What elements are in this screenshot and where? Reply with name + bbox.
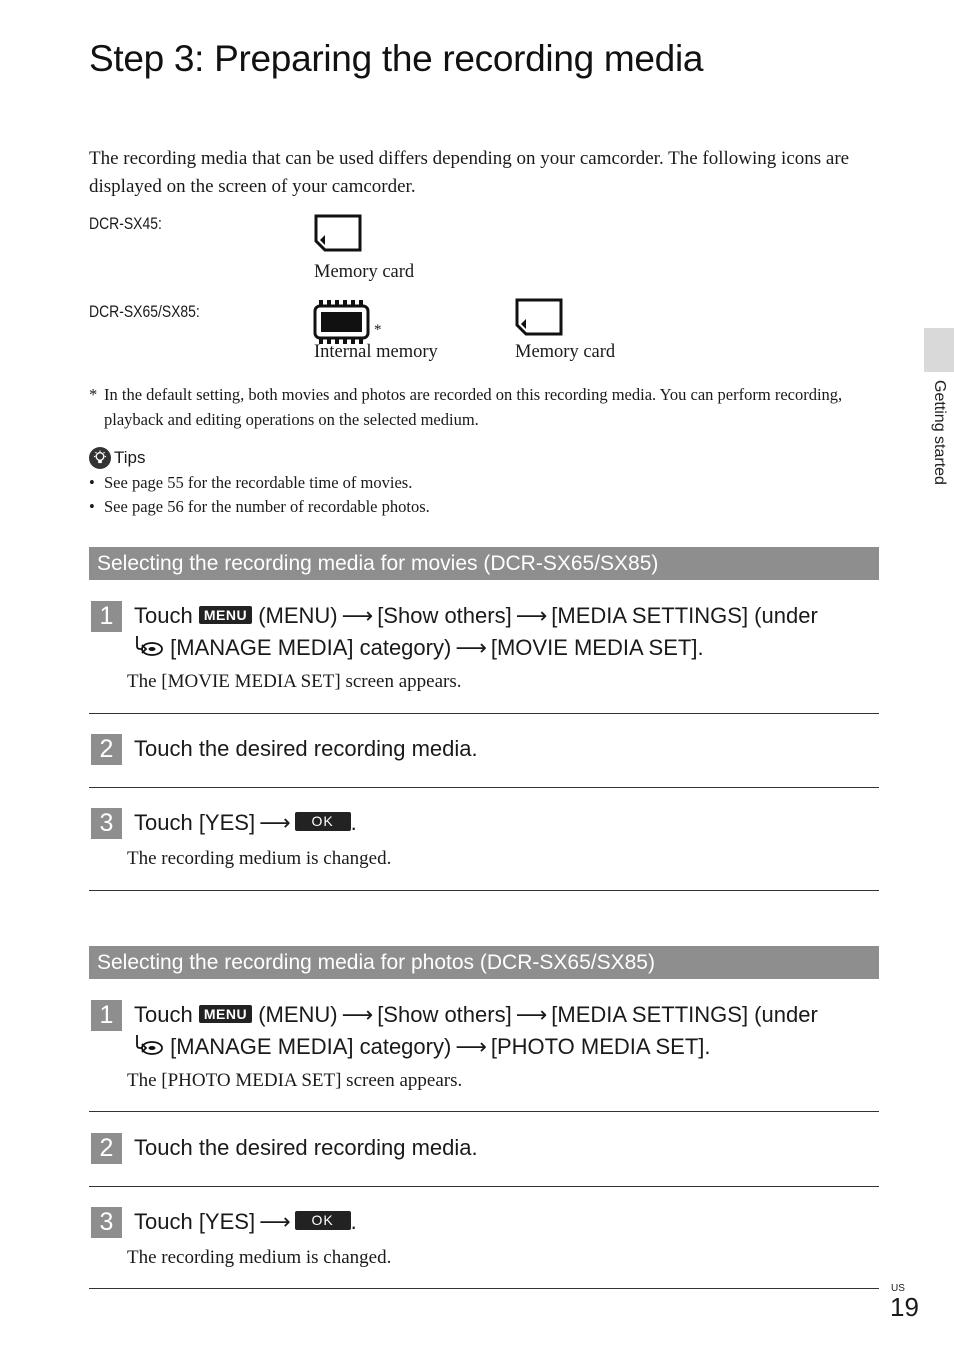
page-number: 19	[890, 1292, 919, 1322]
menu-button-icon: MENU	[199, 606, 252, 624]
footnote-marker: *	[374, 322, 382, 338]
divider	[89, 787, 879, 788]
section-heading-movies: Selecting the recording media for movies (DCR-SX65/SX85)	[89, 547, 879, 580]
step-result: The recording medium is changed.	[127, 848, 392, 869]
ok-button-icon: OK	[295, 1211, 351, 1230]
media-label: Memory card	[314, 262, 415, 282]
step-result: The [MOVIE MEDIA SET] screen appears.	[127, 671, 462, 692]
arrow-right-icon: ⟶	[515, 1002, 548, 1027]
arrow-right-icon: ⟶	[455, 635, 487, 660]
footnote	[89, 382, 879, 432]
media-label: Internal memory	[314, 342, 438, 362]
step-instruction: Touch the desired recording media.	[134, 1135, 478, 1160]
tips-heading	[89, 447, 146, 469]
manage-media-icon	[134, 1030, 164, 1064]
step-instruction: Touch MENU (MENU) ⟶ [Show others] ⟶ [MEDIA SETTINGS] (under [MANAGE MEDIA] category) ⟶ [MOVIE MEDIA SET].	[134, 601, 864, 665]
step-number: 2	[91, 734, 122, 765]
arrow-right-icon: ⟶	[259, 810, 291, 835]
footnote-star: *	[89, 385, 98, 404]
divider	[89, 1186, 879, 1187]
page-region: US	[891, 1283, 905, 1294]
arrow-right-icon: ⟶	[341, 1002, 374, 1027]
arrow-right-icon: ⟶	[455, 1034, 487, 1059]
step-number: 1	[91, 1000, 122, 1031]
arrow-right-icon: ⟶	[259, 1209, 291, 1234]
divider	[89, 713, 879, 714]
divider	[89, 1288, 879, 1289]
step-number: 3	[91, 808, 122, 839]
step-result: The recording medium is changed.	[127, 1247, 392, 1268]
step-number: 1	[91, 601, 122, 632]
footnote-text: In the default setting, both movies and photos are recorded on this recording media. You can perform recording, playback and editing operations on the selected medium.	[104, 385, 843, 429]
ok-button-icon: OK	[295, 812, 351, 831]
page-title: Step 3: Preparing the recording media	[89, 38, 704, 79]
step-number: 3	[91, 1207, 122, 1238]
step-result: The [PHOTO MEDIA SET] screen appears.	[127, 1070, 463, 1091]
step-instruction: Touch MENU (MENU) ⟶ [Show others] ⟶ [MEDIA SETTINGS] (under [MANAGE MEDIA] category) ⟶ [PHOTO MEDIA SET].	[134, 1000, 864, 1064]
model-label: DCR-SX65/SX85:	[89, 302, 200, 321]
step-number: 2	[91, 1133, 122, 1164]
tips-label: Tips	[114, 448, 146, 467]
arrow-right-icon: ⟶	[515, 603, 548, 628]
intro-paragraph: The recording media that can be used differs depending on your camcorder. The following icons are displayed on the screen of your camcorder.	[89, 148, 850, 197]
section-heading-photos: Selecting the recording media for photos (DCR-SX65/SX85)	[89, 946, 879, 979]
arrow-right-icon: ⟶	[341, 603, 374, 628]
model-label: DCR-SX45:	[89, 214, 162, 233]
menu-button-icon: MENU	[199, 1005, 252, 1023]
step-instruction: Touch the desired recording media.	[134, 736, 478, 761]
memory-card-icon	[514, 298, 564, 341]
divider	[89, 890, 879, 891]
step-instruction: Touch [YES] ⟶ OK .	[134, 808, 357, 838]
memory-card-icon	[313, 214, 363, 257]
step-instruction: Touch [YES] ⟶ OK .	[134, 1207, 357, 1237]
media-label: Memory card	[515, 342, 616, 362]
list-item: • See page 55 for the recordable time of movies.	[89, 473, 413, 492]
lightbulb-icon	[89, 447, 111, 469]
manage-media-icon	[134, 631, 164, 665]
list-item: • See page 56 for the number of recordable photos.	[89, 497, 430, 516]
chapter-label: Getting started	[931, 380, 948, 485]
divider	[89, 1111, 879, 1112]
tips-list	[89, 471, 430, 519]
side-tab-marker	[924, 328, 954, 372]
